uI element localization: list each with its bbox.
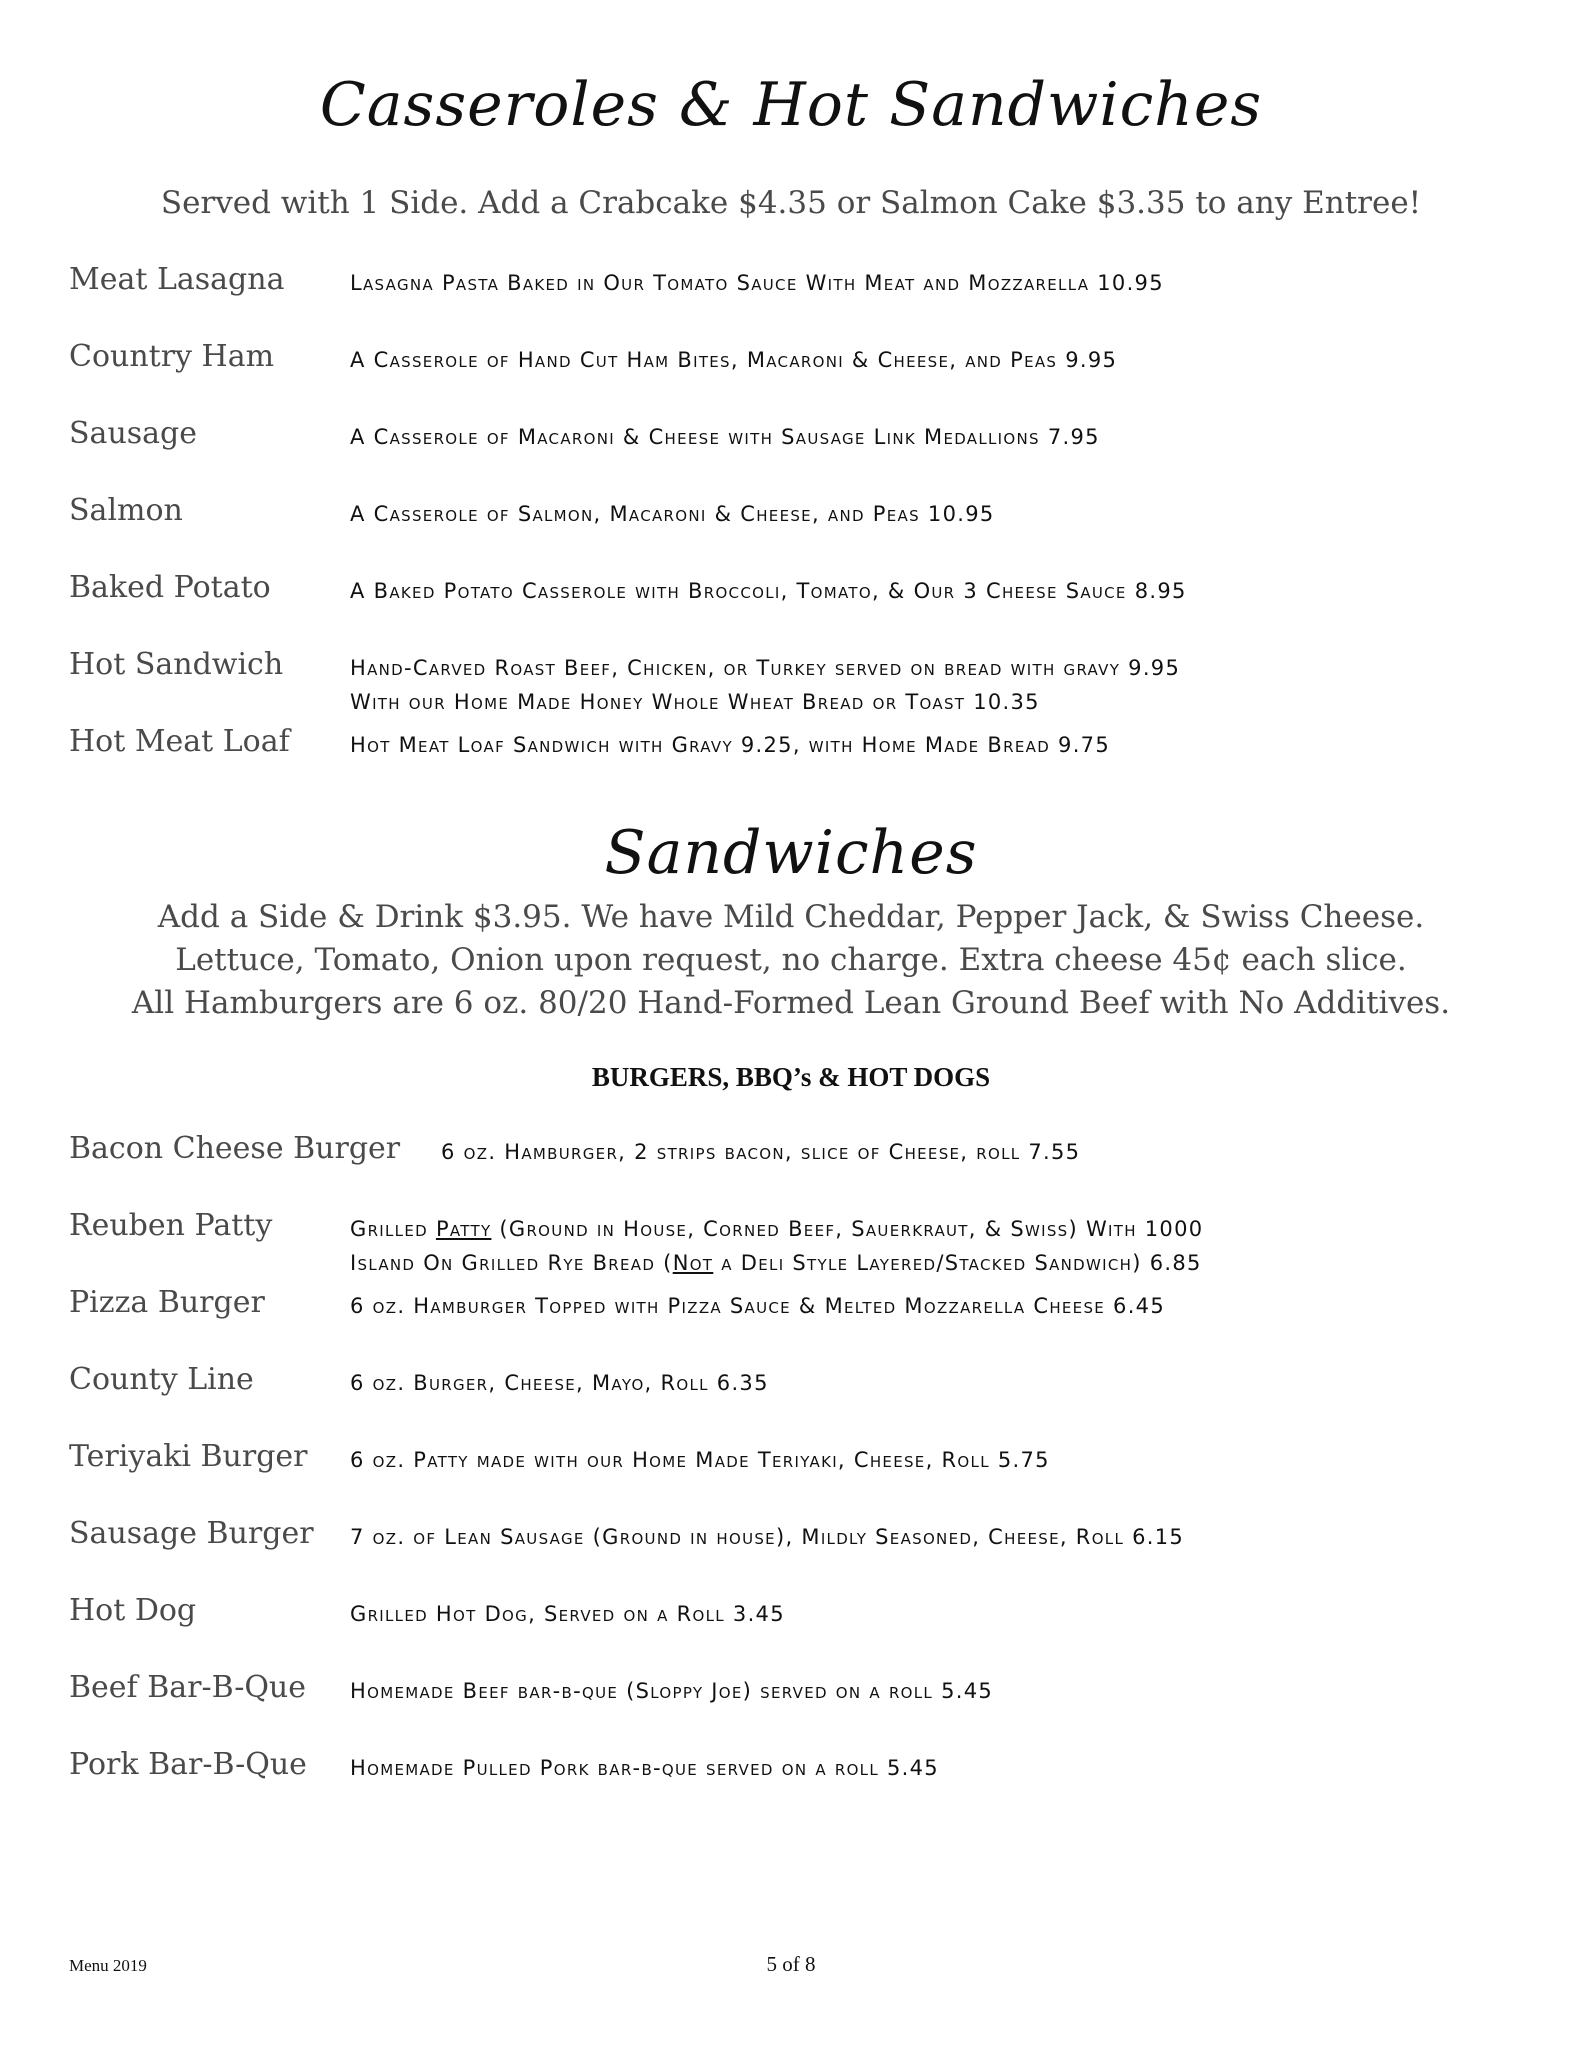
item-name-pork-bar-b-que: Pork Bar-B-Que (69, 1747, 307, 1782)
item-name-meat-lasagna: Meat Lasagna (69, 262, 285, 297)
item-desc-salmon: A Casserole of Salmon, Macaroni & Cheese, and Peas 10.95 (350, 502, 995, 526)
item-desc-hot-sandwich: Hand-Carved Roast Beef, Chicken, or Turkey served on bread with gravy 9.95 (350, 656, 1181, 680)
item-name-salmon: Salmon (69, 493, 183, 528)
item-name-reuben-patty: Reuben Patty (69, 1208, 273, 1243)
item-name-sausage: Sausage (69, 416, 197, 451)
item-desc-meat-lasagna: Lasagna Pasta Baked in Our Tomato Sauce With Meat and Mozzarella 10.95 (350, 271, 1164, 295)
item-name-beef-bar-b-que: Beef Bar-B-Que (69, 1670, 307, 1705)
item-name-county-line: County Line (69, 1362, 254, 1397)
section-title-casseroles: Casseroles & Hot Sandwiches (319, 70, 1263, 140)
item-desc-baked-potato: A Baked Potato Casserole with Broccoli, Tomato, & Our 3 Cheese Sauce 8.95 (350, 579, 1187, 603)
item-desc-hot-meat-loaf: Hot Meat Loaf Sandwich with Gravy 9.25, with Home Made Bread 9.75 (350, 733, 1110, 757)
item-name-sausage-burger: Sausage Burger (69, 1516, 314, 1551)
desc-underlined-text: Not (672, 1251, 714, 1275)
item-desc-hot-dog: Grilled Hot Dog, Served on a Roll 3.45 (350, 1602, 785, 1626)
item-name-bacon-cheese-burger: Bacon Cheese Burger (69, 1131, 401, 1166)
item-name-country-ham: Country Ham (69, 339, 275, 374)
item-name-pizza-burger: Pizza Burger (69, 1285, 265, 1320)
desc-text: Grilled (350, 1217, 436, 1241)
sandwiches-subtitle-line3: All Hamburgers are 6 oz. 80/20 Hand-Formed Lean Ground Beef with No Additives. (131, 985, 1451, 1021)
item-desc-country-ham: A Casserole of Hand Cut Ham Bites, Macaroni & Cheese, and Peas 9.95 (350, 348, 1118, 372)
item-desc-county-line: 6 oz. Burger, Cheese, Mayo, Roll 6.35 (350, 1371, 769, 1395)
desc-text: a Deli Style Layered/Stacked Sandwich) 6.85 (713, 1251, 1202, 1275)
desc-underlined-text: Patty (435, 1217, 492, 1241)
item-name-baked-potato: Baked Potato (69, 570, 271, 605)
casseroles-subtitle: Served with 1 Side. Add a Crabcake $4.35 or Salmon Cake $3.35 to any Entree! (160, 185, 1422, 221)
item-name-hot-sandwich: Hot Sandwich (69, 647, 284, 682)
desc-text: Island On Grilled Rye Bread ( (350, 1251, 673, 1275)
item-desc-pork-bar-b-que: Homemade Pulled Pork bar-b-que served on a roll 5.45 (350, 1756, 939, 1780)
item-desc-reuben-patty (350, 1212, 1203, 1246)
item-desc-sausage-burger: 7 oz. of Lean Sausage (Ground in house), Mildly Seasoned, Cheese, Roll 6.15 (350, 1525, 1185, 1549)
subsection-heading-burgers: BURGERS, BBQ’s & HOT DOGS (591, 1062, 991, 1092)
item-desc-hot-sandwich-line2: With our Home Made Honey Whole Wheat Bread or Toast 10.35 (350, 690, 1040, 714)
item-desc-teriyaki-burger: 6 oz. Patty made with our Home Made Teriyaki, Cheese, Roll 5.75 (350, 1448, 1050, 1472)
item-desc-reuben-patty-line2 (350, 1246, 1202, 1280)
item-name-teriyaki-burger: Teriyaki Burger (69, 1439, 308, 1474)
item-desc-beef-bar-b-que: Homemade Beef bar-b-que (Sloppy Joe) served on a roll 5.45 (350, 1679, 994, 1703)
item-name-hot-dog: Hot Dog (69, 1593, 197, 1628)
footer-menu-year: Menu 2019 (69, 1956, 147, 1975)
item-desc-bacon-cheese-burger: 6 oz. Hamburger, 2 strips bacon, slice of Cheese, roll 7.55 (441, 1140, 1081, 1164)
sandwiches-subtitle-line2: Lettuce, Tomato, Onion upon request, no charge. Extra cheese 45¢ each slice. (175, 942, 1407, 978)
sandwiches-subtitle-line1: Add a Side & Drink $3.95. We have Mild Cheddar, Pepper Jack, & Swiss Cheese. (157, 899, 1425, 935)
footer-page-number: 5 of 8 (766, 1952, 816, 1976)
item-name-hot-meat-loaf: Hot Meat Loaf (69, 724, 290, 759)
section-title-sandwiches: Sandwiches (604, 818, 978, 888)
desc-text: (Ground in House, Corned Beef, Sauerkraut, & Swiss) With 1000 (491, 1217, 1204, 1241)
item-desc-pizza-burger: 6 oz. Hamburger Topped with Pizza Sauce & Melted Mozzarella Cheese 6.45 (350, 1294, 1165, 1318)
item-desc-sausage: A Casserole of Macaroni & Cheese with Sausage Link Medallions 7.95 (350, 425, 1100, 449)
